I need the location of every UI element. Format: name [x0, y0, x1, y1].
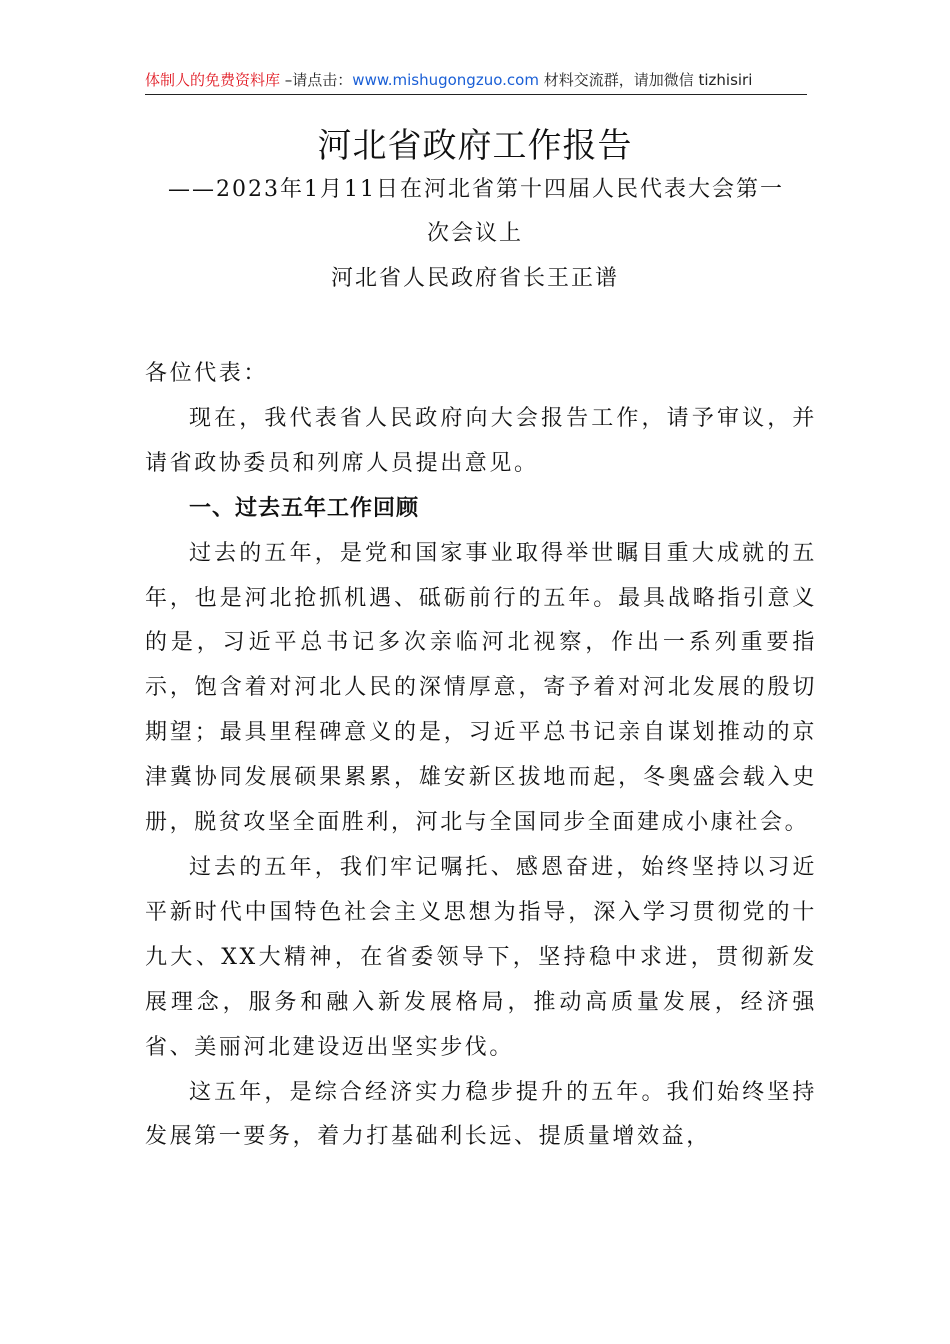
header-url-link[interactable]: www.mishugongzuo.com — [352, 71, 539, 89]
paragraph-intro: 现在，我代表省人民政府向大会报告工作，请予审议，并请省政协委员和列席人员提出意见。 — [145, 405, 817, 476]
document-subtitle-line1: ——2023年1月11日在河北省第十四届人民代表大会第一 — [168, 177, 784, 202]
document-body — [145, 352, 817, 1160]
paragraph: 过去的五年，是党和国家事业取得举世瞩目重大成就的五年，也是河北抢抓机遇、砥砺前行的五年。最具战略指引意义的是，习近平总书记多次亲临河北视察，作出一系列重要指示，饱含着对河北人民的深情厚意，寄予着对河北发展的殷切期望；最具里程碑意义的是，习近平总书记亲自谋划推动的京津冀协同发展硕果累累，雄安新区拔地而起，冬奥盛会载入史册，脱贫攻坚全面胜利，河北与全国同步全面建成小康社会。 — [145, 540, 817, 836]
document-subtitle-line2: 次会议上 — [426, 221, 523, 246]
paragraph: 这五年，是综合经济实力稳步提升的五年。我们始终坚持发展第一要务，着力打基础利长远、提质量增效益， — [145, 1079, 817, 1150]
site-header-banner — [145, 68, 807, 95]
salutation: 各位代表： — [145, 361, 269, 386]
section-heading: 一、过去五年工作回顾 — [189, 495, 420, 521]
header-prompt-text: –请点击： — [280, 71, 353, 89]
paragraph: 过去的五年，我们牢记嘱托、感恩奋进，始终坚持以习近平新时代中国特色社会主义思想为指导，深入学习贯彻党的十九大、XX大精神，在省委领导下，坚持稳中求进，贯彻新发展理念，服务和融入新发展格局，推动高质量发展，经济强省、美丽河北建设迈出坚实步伐。 — [145, 854, 817, 1060]
document-speaker: 河北省人民政府省长王正谱 — [330, 266, 619, 291]
document-title: 河北省政府工作报告 — [317, 126, 633, 166]
header-tail-text: 材料交流群，请加微信 tizhisiri — [538, 71, 753, 89]
header-brand-text: 体制人的免费资料库 — [145, 71, 281, 89]
